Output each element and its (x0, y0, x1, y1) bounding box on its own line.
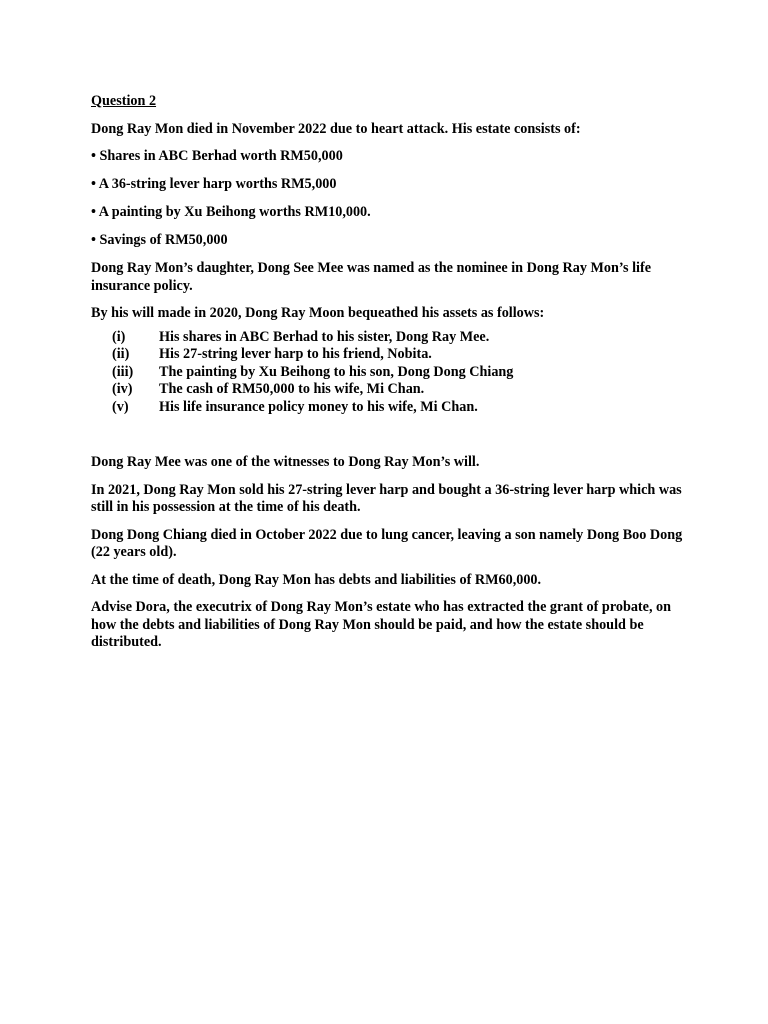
intro-paragraph: Dong Ray Mon died in November 2022 due to heart attack. His estate consists of: (91, 120, 581, 137)
advice-question-paragraph: Advise Dora, the executrix of Dong Ray Mon’s estate who has extracted the grant of probate, on how the debts and liabilities of Dong Ray Mon should be paid, and how the estate should be distributed. (91, 599, 672, 651)
bequest-number: (v) (112, 398, 129, 415)
bequest-item (112, 364, 691, 382)
bequest-text: His shares in ABC Berhad to his sister, Dong Ray Mee. (159, 328, 490, 345)
estate-item-painting: • A painting by Xu Beihong worths RM10,000. (91, 204, 371, 220)
bequest-item (112, 346, 691, 364)
estate-item-harp: • A 36-string lever harp worths RM5,000 (91, 176, 337, 192)
bequest-number: (iii) (112, 363, 134, 380)
bequest-list (112, 329, 691, 417)
estate-item-shares: • Shares in ABC Berhad worth RM50,000 (91, 148, 343, 164)
bequest-text: The painting by Xu Beihong to his son, Dong Dong Chiang (159, 363, 514, 380)
bequest-number: (ii) (112, 346, 130, 363)
bequest-text: His 27-string lever harp to his friend, Nobita. (159, 346, 432, 363)
bequest-number: (i) (112, 328, 126, 345)
estate-item-savings: • Savings of RM50,000 (91, 232, 228, 248)
question-heading: Question 2 (91, 93, 157, 109)
bequest-text: His life insurance policy money to his wife, Mi Chan. (159, 398, 478, 415)
nominee-paragraph: Dong Ray Mon’s daughter, Dong See Mee was named as the nominee in Dong Ray Mon’s life insurance policy. (91, 260, 652, 294)
bequest-item (112, 399, 691, 417)
bequest-item (112, 381, 691, 399)
will-intro-paragraph: By his will made in 2020, Dong Ray Moon bequeathed his assets as follows: (91, 305, 545, 321)
bequest-number: (iv) (112, 381, 133, 398)
bequest-item (112, 329, 691, 347)
document-page (91, 93, 691, 662)
bequest-text: The cash of RM50,000 to his wife, Mi Chan. (159, 381, 425, 398)
harp-sale-paragraph: In 2021, Dong Ray Mon sold his 27-string lever harp and bought a 36-string lever harp which was still in his possession at the time of his death. (91, 481, 682, 516)
debts-paragraph: At the time of death, Dong Ray Mon has debts and liabilities of RM60,000. (91, 571, 542, 588)
witness-paragraph: Dong Ray Mee was one of the witnesses to Dong Ray Mon’s will. (91, 454, 480, 471)
spacer (91, 416, 691, 454)
son-death-paragraph: Dong Dong Chiang died in October 2022 due to lung cancer, leaving a son namely Dong Boo Dong (22 years old). (91, 526, 683, 561)
